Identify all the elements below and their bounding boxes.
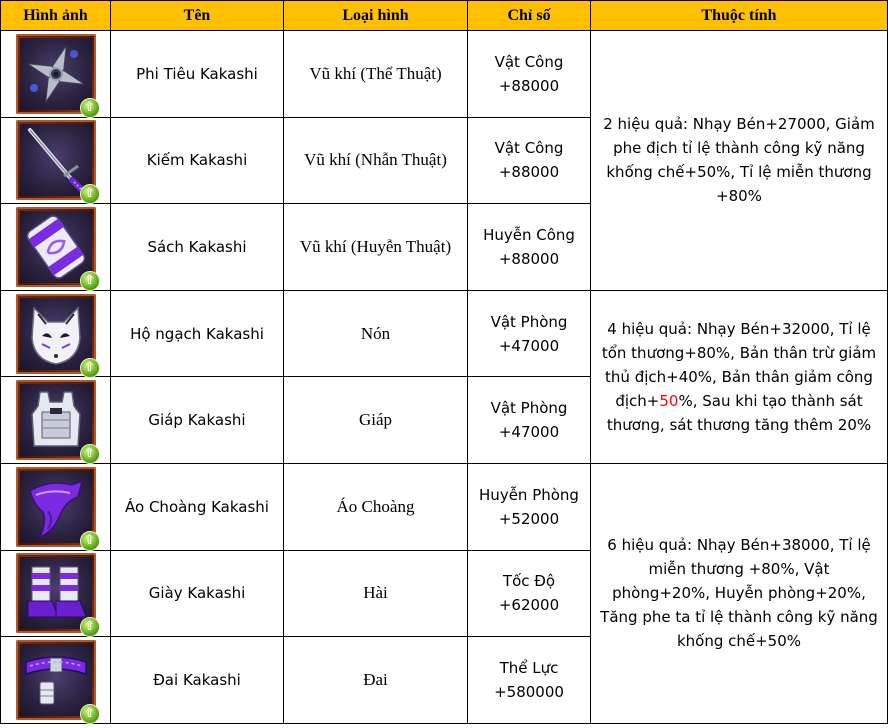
armor-icon — [20, 384, 92, 456]
boots-icon — [20, 557, 92, 629]
item-stat — [468, 377, 591, 464]
item-stat — [468, 31, 591, 118]
upgrade-arrow-icon: ⇧ — [80, 531, 100, 551]
image-cell — [1, 290, 111, 377]
stat-value: +88000 — [498, 249, 560, 268]
stat-value: +47000 — [498, 336, 560, 355]
item-stat — [468, 463, 591, 550]
item-type: Vũ khí (Thể Thuật) — [284, 31, 468, 118]
item-frame — [16, 640, 96, 720]
stat-value: +52000 — [498, 509, 560, 528]
set2-highlight: 50 — [659, 391, 679, 410]
item-type: Áo Choàng — [284, 463, 468, 550]
set-attribute-4 — [591, 290, 888, 463]
image-cell — [1, 377, 111, 464]
stat-value: +62000 — [498, 596, 560, 615]
item-stat — [468, 117, 591, 204]
item-frame — [16, 207, 96, 287]
item-type: Vũ khí (Huyễn Thuật) — [284, 204, 468, 291]
image-cell — [1, 550, 111, 637]
item-frame — [16, 380, 96, 460]
belt-icon — [20, 644, 92, 716]
stat-label: Huyễn Công — [483, 225, 575, 244]
item-name: Sách Kakashi — [111, 204, 284, 291]
item-name: Giày Kakashi — [111, 550, 284, 637]
stat-value: +47000 — [498, 423, 560, 442]
fox-mask-icon — [20, 298, 92, 370]
item-type: Nón — [284, 290, 468, 377]
item-type: Vũ khí (Nhẫn Thuật) — [284, 117, 468, 204]
upgrade-arrow-icon: ⇧ — [80, 98, 100, 118]
stat-label: Vật Công — [494, 52, 564, 71]
upgrade-arrow-icon: ⇧ — [80, 444, 100, 464]
stat-label: Vật Công — [494, 139, 564, 158]
table-row — [1, 290, 888, 377]
item-stat — [468, 204, 591, 291]
image-cell — [1, 117, 111, 204]
header-stat: Chỉ số — [468, 1, 591, 31]
item-type: Giáp — [284, 377, 468, 464]
stat-label: Vật Phòng — [490, 399, 568, 418]
header-attribute: Thuộc tính — [591, 1, 888, 31]
sword-icon — [20, 124, 92, 196]
stat-label: Huyễn Phòng — [479, 485, 579, 504]
stat-label: Tốc Độ — [502, 572, 556, 591]
table-row — [1, 463, 888, 550]
stat-label: Vật Phòng — [490, 312, 568, 331]
item-type: Hài — [284, 550, 468, 637]
item-frame — [16, 294, 96, 374]
set2-text-before: 4 hiệu quả: Nhạy Bén+32000, Tỉ lệ tổn thương+80%, Bản thân trừ giảm thủ địch+40%, Bản thân giảm công địch+ — [601, 319, 877, 410]
stat-value: +580000 — [494, 682, 564, 701]
set-attribute-6: 6 hiệu quả: Nhạy Bén+38000, Tỉ lệ miễn thương +80%, Vật phòng+20%, Huyễn phòng+20%, Tăng phe ta tỉ lệ thành công kỹ năng khống chế+50% — [591, 463, 888, 723]
item-frame — [16, 467, 96, 547]
upgrade-arrow-icon: ⇧ — [80, 704, 100, 724]
set2-text-after: %, Sau khi tạo thành sát thương, sát thương tăng thêm 20% — [606, 391, 872, 434]
image-cell — [1, 637, 111, 724]
stat-label: Thể Lực — [499, 658, 559, 677]
cloak-icon — [20, 471, 92, 543]
upgrade-arrow-icon: ⇧ — [80, 184, 100, 204]
item-frame — [16, 34, 96, 114]
item-name: Đai Kakashi — [111, 637, 284, 724]
header-name: Tên — [111, 1, 284, 31]
item-type: Đai — [284, 637, 468, 724]
item-stat — [468, 550, 591, 637]
item-stat — [468, 637, 591, 724]
table-row — [1, 31, 888, 118]
item-frame — [16, 553, 96, 633]
shuriken-icon — [20, 38, 92, 110]
item-stat — [468, 290, 591, 377]
item-name: Giáp Kakashi — [111, 377, 284, 464]
item-frame — [16, 120, 96, 200]
item-name: Kiếm Kakashi — [111, 117, 284, 204]
item-name: Phi Tiêu Kakashi — [111, 31, 284, 118]
item-name: Hộ ngạch Kakashi — [111, 290, 284, 377]
stat-value: +88000 — [498, 76, 560, 95]
stat-value: +88000 — [498, 163, 560, 182]
scroll-book-icon — [20, 211, 92, 283]
upgrade-arrow-icon: ⇧ — [80, 617, 100, 637]
header-row — [1, 1, 888, 31]
set-attribute-2: 2 hiệu quả: Nhạy Bén+27000, Giảm phe địch tỉ lệ thành công kỹ năng khống chế+50%, Tỉ lệ miễn thương +80% — [591, 31, 888, 291]
upgrade-arrow-icon: ⇧ — [80, 358, 100, 378]
header-type: Loại hình — [284, 1, 468, 31]
image-cell — [1, 204, 111, 291]
header-image: Hình ảnh — [1, 1, 111, 31]
image-cell — [1, 31, 111, 118]
item-name: Áo Choàng Kakashi — [111, 463, 284, 550]
upgrade-arrow-icon: ⇧ — [80, 271, 100, 291]
image-cell — [1, 463, 111, 550]
